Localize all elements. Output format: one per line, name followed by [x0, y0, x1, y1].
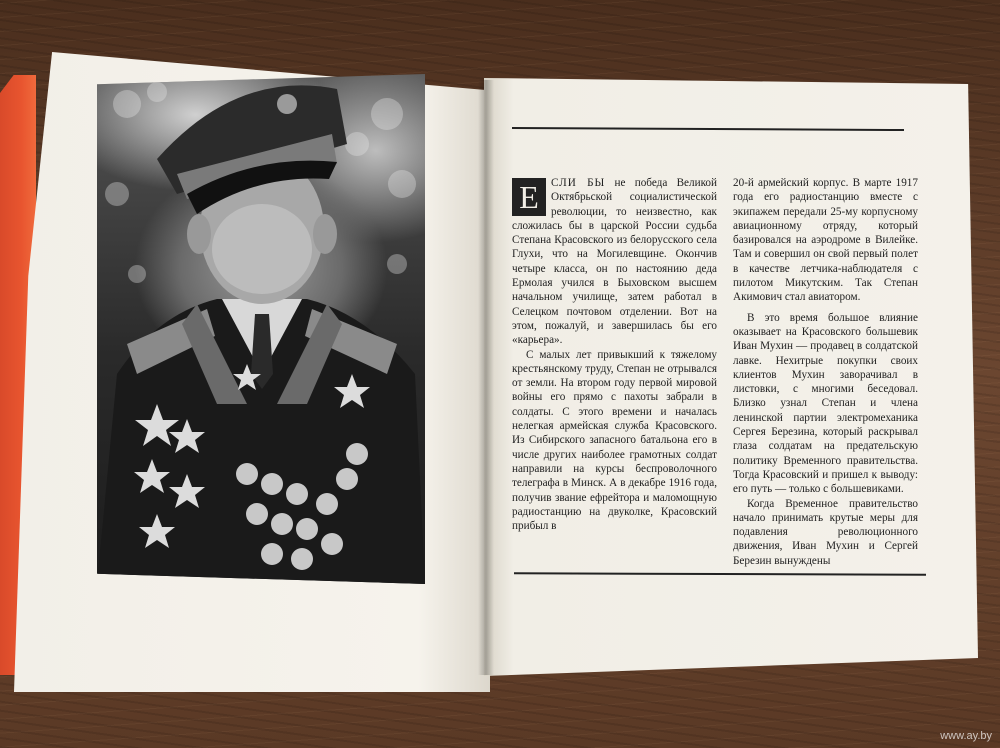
paragraph-1: не победа Великой Октябрьской социалистической революции, то неизвестно, как сложилась бы в царской России судьба Степана Красовского из белорусского села Глухи, что на Могилевщине. Окончив четыре класса, он по настоянию деда Ермолая учился в Быховском высшем начальном училище, затем работал в Селецком почтовом отделении. Вот на этом, пожалуй, и завершилась бы его «карьера».	[512, 177, 718, 347]
dropcap: Е	[512, 178, 546, 216]
paragraph-3: 20-й армейский корпус. В марте 1917 года его радиостанцию вместе с экипажем передали 25-му корпусному авиационному отряду, который базировался на аэродроме в Вилейке. Там и совершил он свой первый полет в качестве летчика-наблюдателя с пилотом Микутским. Так Степан Акимович стал авиатором.	[733, 177, 918, 304]
text-column-right	[733, 176, 918, 568]
text-column-left	[512, 176, 717, 533]
paragraph-5: Когда Временное правительство начало принимать крутые меры для подавления революционного движения, Иван Мухин и Сергей Березин вынуждены	[733, 497, 918, 567]
watermark: www.ay.by	[940, 730, 992, 742]
portrait-photo	[97, 74, 425, 584]
paragraph-2: С малых лет привыкший к тяжелому крестьянскому труду, Степан не отрывался от земли. На втором году первой мировой войны его прямо с пахоты забрали в солдаты. С этого времени и началась нелегкая армейская служба Красовского. Из Сибирского запасного батальона его в числе других наиболее грамотных солдат направили на курсы беспроволочного телеграфа в Минск. А в декабре 1916 года, получив звание ефрейтора и маломощную радиостанцию на двуколке, Красовский прибыл в	[512, 348, 717, 533]
book-spine	[478, 80, 494, 675]
lead-caps: СЛИ БЫ	[551, 177, 606, 189]
paragraph-4: В это время большое влияние оказывает на Красовского большевик Иван Мухин — продавец в солдатской лавке. Нехитрые покупки своих клиентов Мухин заворачивал в листовки, с многими беседовал. Близко узнал Степан и члена ленинской партии электромеханика Сергея Березина, который раскрывал глаза солдатам на предательскую политику Временного правительства. Тогда Красовский и пришел к выводу: его путь — только с большевиками.	[733, 311, 918, 496]
